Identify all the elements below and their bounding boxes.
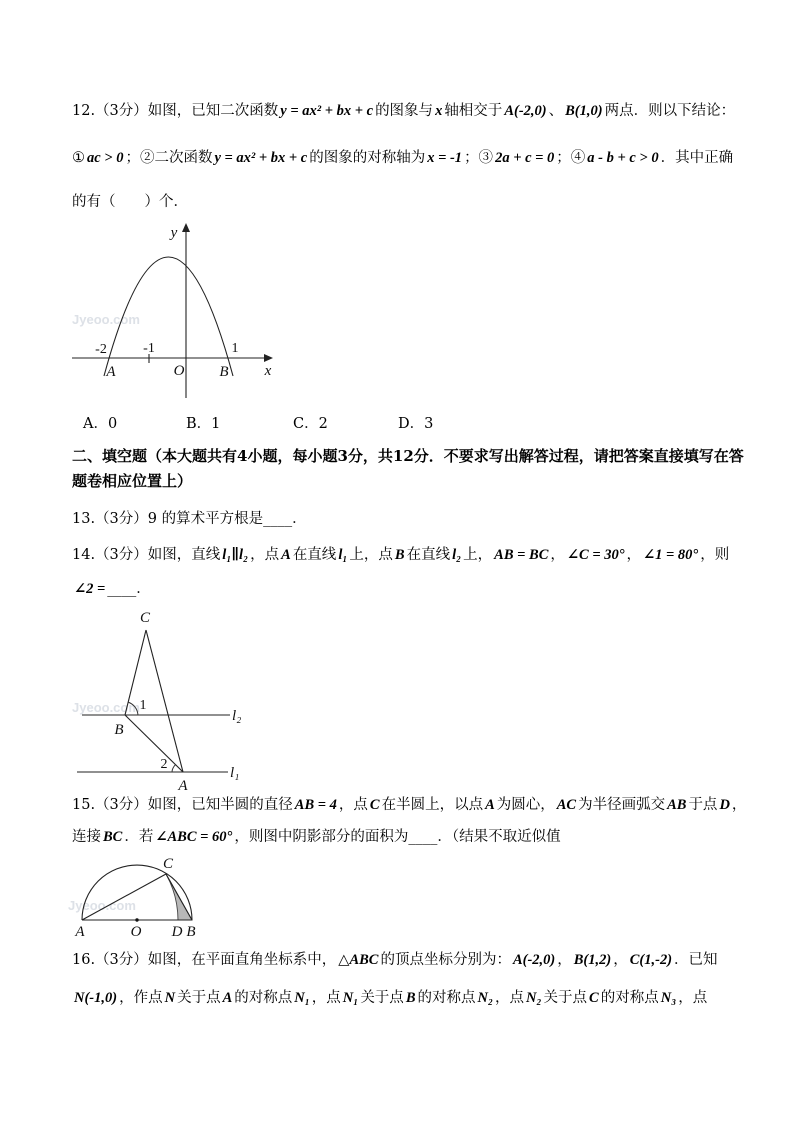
point-a-label: A xyxy=(75,924,85,940)
point-a-label: A xyxy=(178,778,188,794)
section-2-header-line-2: 题卷相应位置上） xyxy=(72,472,193,490)
origin-label: O xyxy=(130,924,142,940)
section-2-header-line-1: 二、填空题（本大题共有4小题，每小题3分，共12分．不要求写出解答过程，请把答案直接填写在答 xyxy=(72,447,744,465)
origin-label: O xyxy=(173,363,185,379)
point-b-label: B xyxy=(219,364,229,380)
option-d: D．3 xyxy=(398,416,434,432)
question-12-line-2: ① ac > 0 ；②二次函数 y = ax² + bx + c 的图象的对称轴为 x = -1 ；③ 2a + c = 0 ；④ a - b + c > 0 ．其中正确 xyxy=(72,150,734,166)
tick-1-label: 1 xyxy=(231,341,239,356)
parallel-lines-figure xyxy=(60,600,285,800)
question-14-line-2: ∠2 = ____． xyxy=(74,581,151,597)
point-d-label: D xyxy=(171,924,183,940)
semicircle-figure xyxy=(58,852,288,947)
watermark: Jyeoo.com xyxy=(72,700,140,715)
watermark: Jyeoo.com xyxy=(68,898,136,913)
segment-ba xyxy=(125,715,183,772)
line-l2-label: l₂ xyxy=(232,708,242,724)
center-dot xyxy=(135,918,138,921)
tick-neg1-label: -1 xyxy=(143,341,155,356)
watermark: Jyeoo.com xyxy=(72,312,140,327)
angle-2-label: 2 xyxy=(160,757,168,772)
question-12-line-1: 12.（3分）如图，已知二次函数 y = ax² + bx + c 的图象与 x 轴相交于 A(-2,0) 、 B(1,0) 两点．则以下结论： xyxy=(72,103,736,119)
angle-1-label: 1 xyxy=(139,698,147,713)
point-c-label: C xyxy=(162,856,174,872)
question-14-line-1: 14.（3分）如图，直线 l₁∥l₂ ，点 A 在直线 l₁ 上，点 B 在直线 l₂ 上， AB = BC ， ∠C = 30° ， ∠1 = 80° ，则 xyxy=(72,547,730,563)
question-15-line-2: 连接 BC ．若 ∠ABC = 60° ，则图中阴影部分的面积为____．（结果不取近似值 xyxy=(72,829,561,845)
question-16-line-1: 16.（3分）如图，在平面直角坐标系中， △ABC 的顶点坐标分别为： A(-2,0) ， B(1,2) ， C(1,-2) ．已知 xyxy=(72,952,718,968)
point-b-label: B xyxy=(186,924,196,940)
angle-2-arc xyxy=(172,764,176,772)
option-a: A．0 xyxy=(83,416,118,432)
x-axis-arrow-icon xyxy=(264,354,273,362)
point-a-label: A xyxy=(106,364,116,380)
segment-ac xyxy=(82,874,166,920)
parabola-figure xyxy=(70,218,282,402)
point-c-label: C xyxy=(139,610,151,626)
y-axis-arrow-icon xyxy=(182,223,190,232)
question-13-line-1: 13.（3分）9 的算术平方根是____． xyxy=(72,511,307,527)
option-c: C．2 xyxy=(293,416,328,432)
segment-ca xyxy=(146,630,183,772)
tick-neg2-label: -2 xyxy=(95,342,107,357)
question-12-line-3: 的有（ ）个． xyxy=(72,194,188,210)
point-b-label: B xyxy=(114,722,124,738)
line-l1-label: l₁ xyxy=(230,765,240,781)
y-axis-label: y xyxy=(170,225,178,241)
question-15-line-1: 15.（3分）如图，已知半圆的直径 AB = 4 ，点 C 在半圆上，以点 A 为圆心， AC 为半径画弧交 AB 于点 D ， xyxy=(72,797,747,813)
question-16-line-2: N(-1,0) ，作点 N 关于点 A 的对称点 N₁ ，点 N₁ 关于点 B 的对称点 N₂ ，点 N₂ 关于点 C 的对称点 N₃ ，点 xyxy=(74,990,708,1006)
option-b: B．1 xyxy=(186,416,221,432)
x-axis-label: x xyxy=(264,363,272,379)
